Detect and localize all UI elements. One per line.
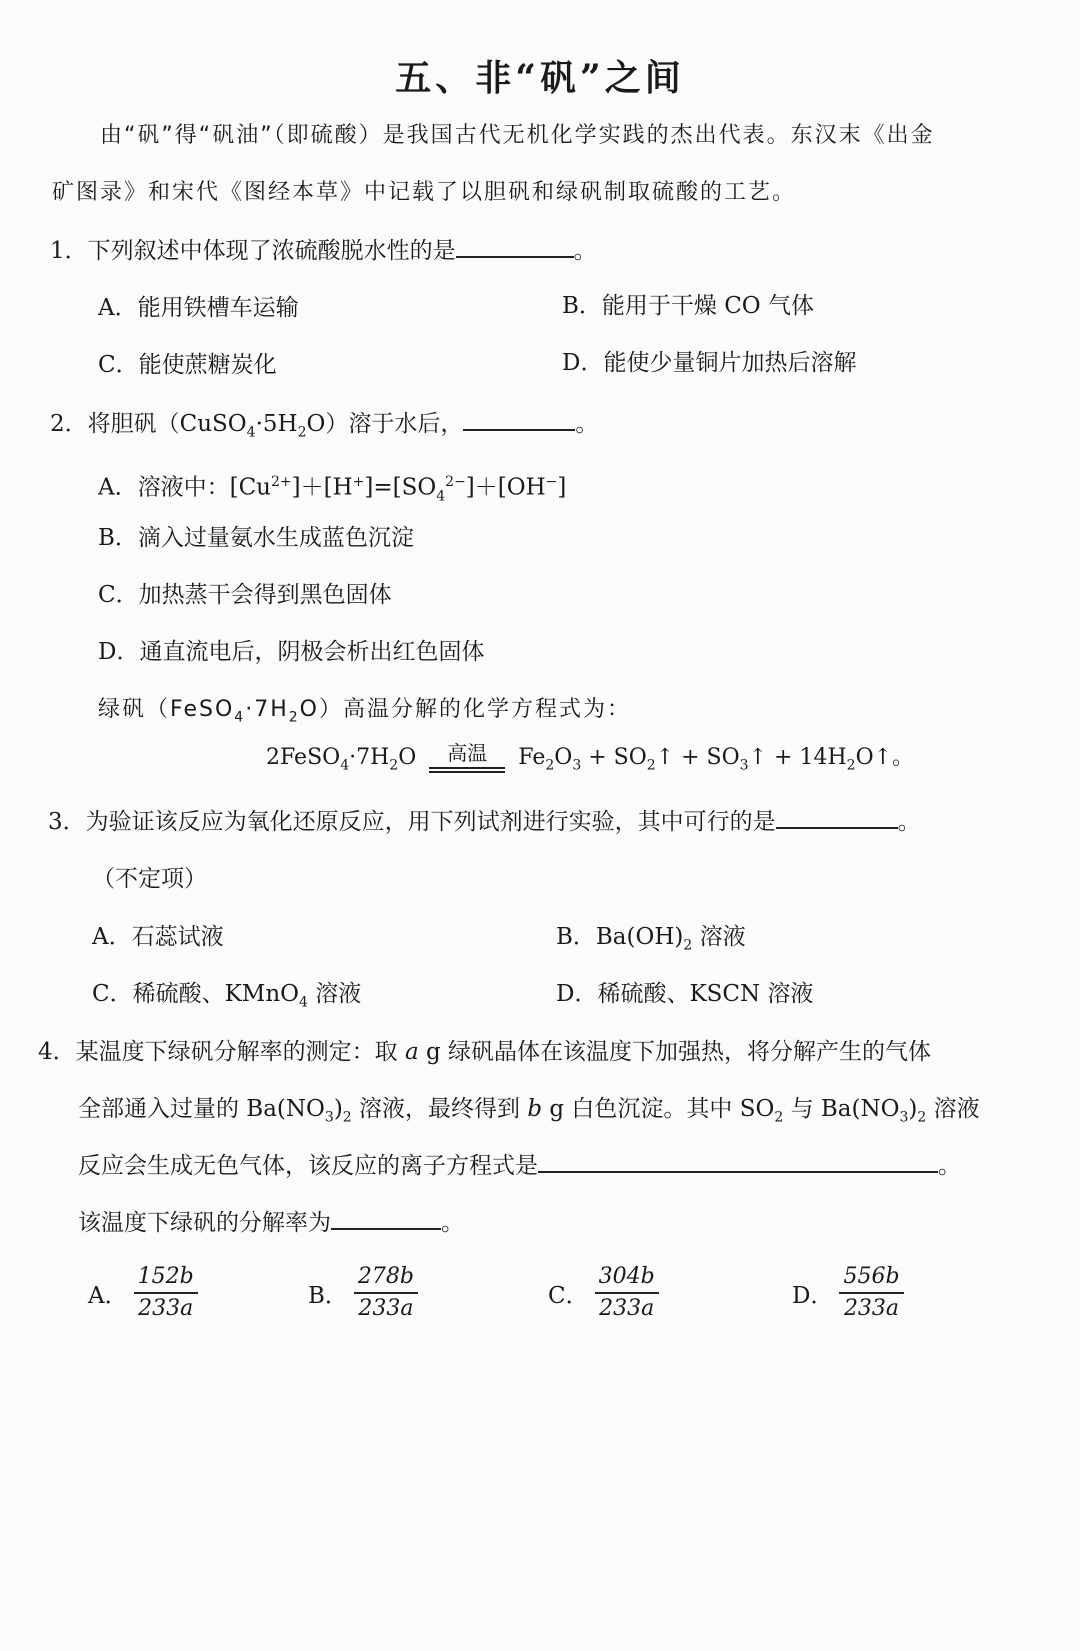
fraction-denominator: 233a	[138, 1296, 194, 1321]
q2-stem: 2．将胆矾$(CuSO_4\cdot 5H_2O)$溶于水后， 。	[50, 411, 599, 441]
fraction-numerator: 556b	[839, 1262, 903, 1294]
green-vitriol-intro: 绿矾$(FeSO_4\cdot 7H_2O)$高温分解的化学方程式为：	[98, 697, 631, 726]
q3-option-d: D．稀硫酸、KSCN 溶液	[556, 981, 814, 1007]
q2-option-b: B．滴入过量氨水生成蓝色沉淀	[98, 525, 414, 551]
q4-line-1: 4．某温度下绿矾分解率的测定：取 a g 绿矾晶体在该温度下加强热，将分解产生的气体	[38, 1039, 932, 1065]
q2-answer-blank[interactable]	[463, 409, 575, 431]
q2-option-c: C．加热蒸干会得到黑色固体	[98, 582, 392, 608]
q4-option-c: C． $\frac{304b}{233a}$	[548, 1262, 659, 1324]
q3-option-c: C．稀硫酸、KMnO$_4$ 溶液	[92, 981, 362, 1011]
condition-high-temp: 高温	[447, 741, 488, 765]
q4-option-d: D． $\frac{556b}{233a}$	[792, 1262, 904, 1324]
fraction-numerator: 152b	[134, 1262, 198, 1294]
fraction-numerator: 278b	[354, 1262, 418, 1294]
q2-option-d: D．通直流电后，阴极会析出红色固体	[98, 639, 485, 665]
q4-option-a: A． $\frac{152b}{233a}$	[88, 1262, 198, 1324]
fraction-denominator: 233a	[358, 1296, 414, 1321]
q4-line-3: 反应会生成无色气体，该反应的离子方程式是 。	[78, 1153, 961, 1179]
q3-option-b: B．$Ba(OH)_2$ 溶液	[556, 924, 746, 954]
reaction-condition-arrow	[427, 741, 507, 775]
q1-option-a: A．能用铁槽车运输	[98, 295, 299, 321]
q4-rate-blank[interactable]	[331, 1208, 441, 1230]
q3-option-a: A．石蕊试液	[92, 924, 224, 950]
q1-option-c: C．能使蔗糖炭化	[98, 352, 277, 378]
q3-answer-blank[interactable]	[776, 807, 898, 829]
q4-line-4: 该温度下绿矾的分解率为 。	[78, 1210, 464, 1236]
q4-option-b: B． $\frac{278b}{233a}$	[308, 1262, 418, 1324]
q1-stem: 1．下列叙述中体现了浓硫酸脱水性的是 。	[50, 238, 597, 264]
fraction-denominator: 233a	[843, 1296, 900, 1321]
q3-stem: 3．为验证该反应为氧化还原反应，用下列试剂进行实验，其中可行的是 。	[48, 809, 921, 835]
q1-option-b: B．能用于干燥 CO 气体	[562, 293, 814, 319]
decomposition-equation: $2FeSO_4\cdot 7H_2O$ 高温 $Fe_2O_3$ + $SO_2↑$ + $SO_3↑$ + $14H_2O↑$。	[266, 740, 914, 775]
intro-line-2: 矿图录》和宋代《图经本草》中记载了以胆矾和绿矾制取硫酸的工艺。	[52, 180, 797, 205]
section-title: 五、非“矾”之间	[395, 57, 685, 99]
q4-ionic-equation-blank[interactable]	[538, 1151, 938, 1173]
q1-answer-blank[interactable]	[456, 236, 574, 258]
q4-line-2: 全部通入过量的 $Ba(NO_3)_2$ 溶液，最终得到 b g 白色沉淀。其中 $SO_2$ 与 $Ba(NO_3)_2$ 溶液	[78, 1096, 980, 1126]
q1-option-d: D．能使少量铜片加热后溶解	[562, 350, 857, 376]
intro-line-1: 由“矾”得“矾油”（即硫酸）是我国古代无机化学实践的杰出代表。东汉末《出金	[100, 123, 935, 148]
q3-note: （不定项）	[92, 866, 207, 892]
q2-option-a: A．溶液中：$[Cu^{2+}]+[H^+]=[SO_4^{2-}]+[OH^-]$	[98, 474, 567, 505]
fraction-numerator: 304b	[595, 1262, 659, 1294]
fraction-denominator: 233a	[599, 1296, 655, 1321]
